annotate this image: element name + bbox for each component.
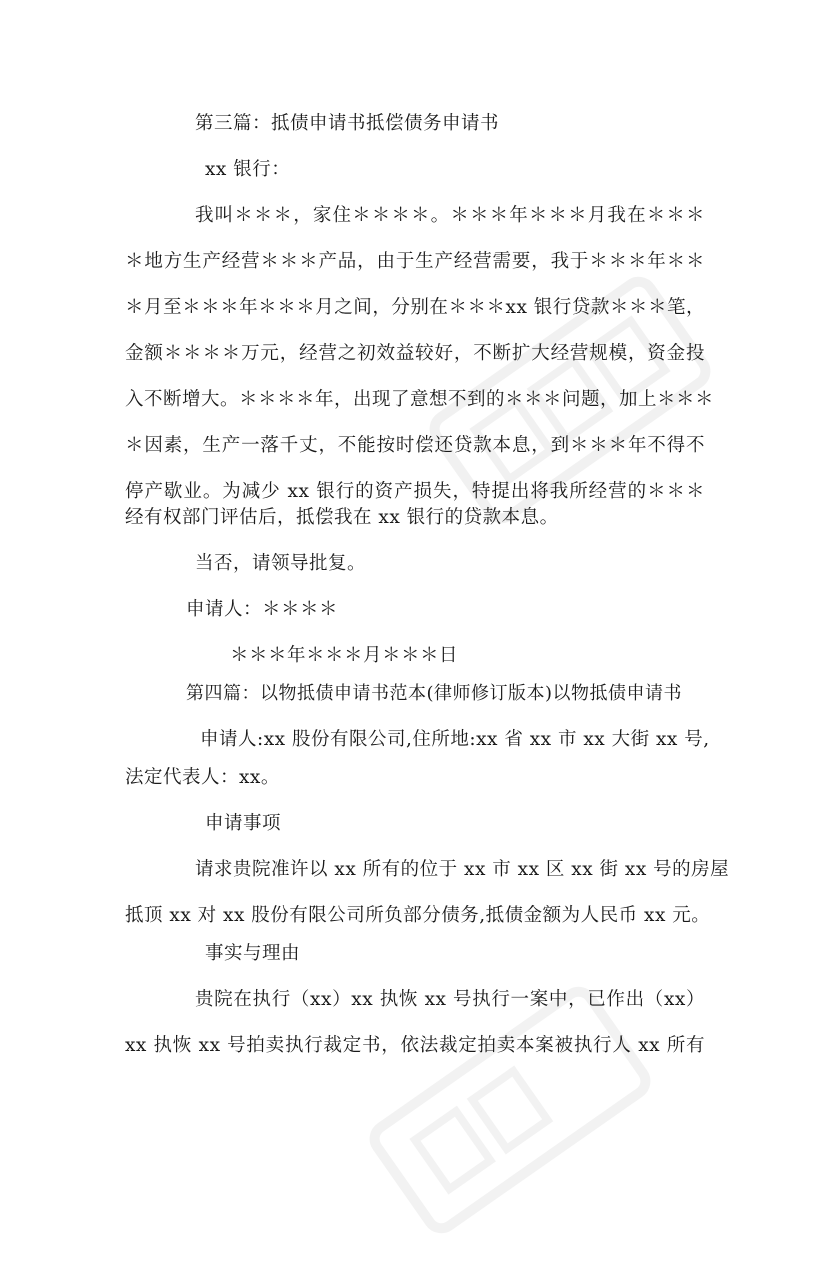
heading-application-matters: 申请事项	[205, 813, 282, 834]
addressee-line: xx 银行：	[205, 159, 291, 180]
facts-line-1: 贵院在执行（xx）xx 执恢 xx 号执行一案中，已作出（xx）	[195, 989, 705, 1010]
applicant-signature: 申请人：＊＊＊＊	[186, 599, 339, 620]
body-line-4: 金额＊＊＊＊万元，经营之初效益较好，不断扩大经营规模，资金投	[125, 343, 705, 364]
body-line-7: 停产歇业。为减少 xx 银行的资产损失，特提出将我所经营的＊＊＊	[125, 481, 705, 502]
applicant-info-line-1: 申请人:xx 股份有限公司,住所地:xx 省 xx 市 xx 大街 xx 号,	[200, 729, 710, 750]
matters-line-2: 抵顶 xx 对 xx 股份有限公司所负部分债务,抵债金额为人民币 xx 元。	[125, 905, 711, 926]
facts-line-2: xx 执恢 xx 号拍卖执行裁定书，依法裁定拍卖本案被执行人 xx 所有	[125, 1035, 705, 1056]
heading-facts-and-reasons: 事实与理由	[205, 943, 301, 964]
body-line-1: 我叫＊＊＊，家住＊＊＊＊。＊＊＊年＊＊＊月我在＊＊＊	[195, 205, 705, 226]
body-line-5: 入不断增大。＊＊＊＊年，出现了意想不到的＊＊＊问题，加上＊＊＊	[125, 389, 715, 410]
body-line-8: 经有权部门评估后，抵偿我在 xx 银行的贷款本息。	[125, 507, 559, 528]
body-line-3: ＊月至＊＊＊年＊＊＊月之间，分别在＊＊＊xx 银行贷款＊＊＊笔，	[125, 297, 705, 318]
body-line-2: ＊地方生产经营＊＊＊产品，由于生产经营需要，我于＊＊＊年＊＊	[125, 251, 705, 272]
section-four-title: 第四篇：以物抵债申请书范本(律师修订版本)以物抵债申请书	[186, 683, 683, 704]
closing-request: 当否，请领导批复。	[195, 553, 367, 574]
signature-date: ＊＊＊年＊＊＊月＊＊＊日	[230, 645, 459, 666]
body-line-6: ＊因素，生产一落千丈，不能按时偿还贷款本息，到＊＊＊年不得不	[125, 435, 705, 456]
matters-line-1: 请求贵院准许以 xx 所有的位于 xx 市 xx 区 xx 街 xx 号的房屋	[195, 859, 730, 880]
section-three-title: 第三篇：抵债申请书抵偿债务申请书	[195, 113, 500, 134]
applicant-info-line-2: 法定代表人：xx。	[125, 767, 280, 788]
